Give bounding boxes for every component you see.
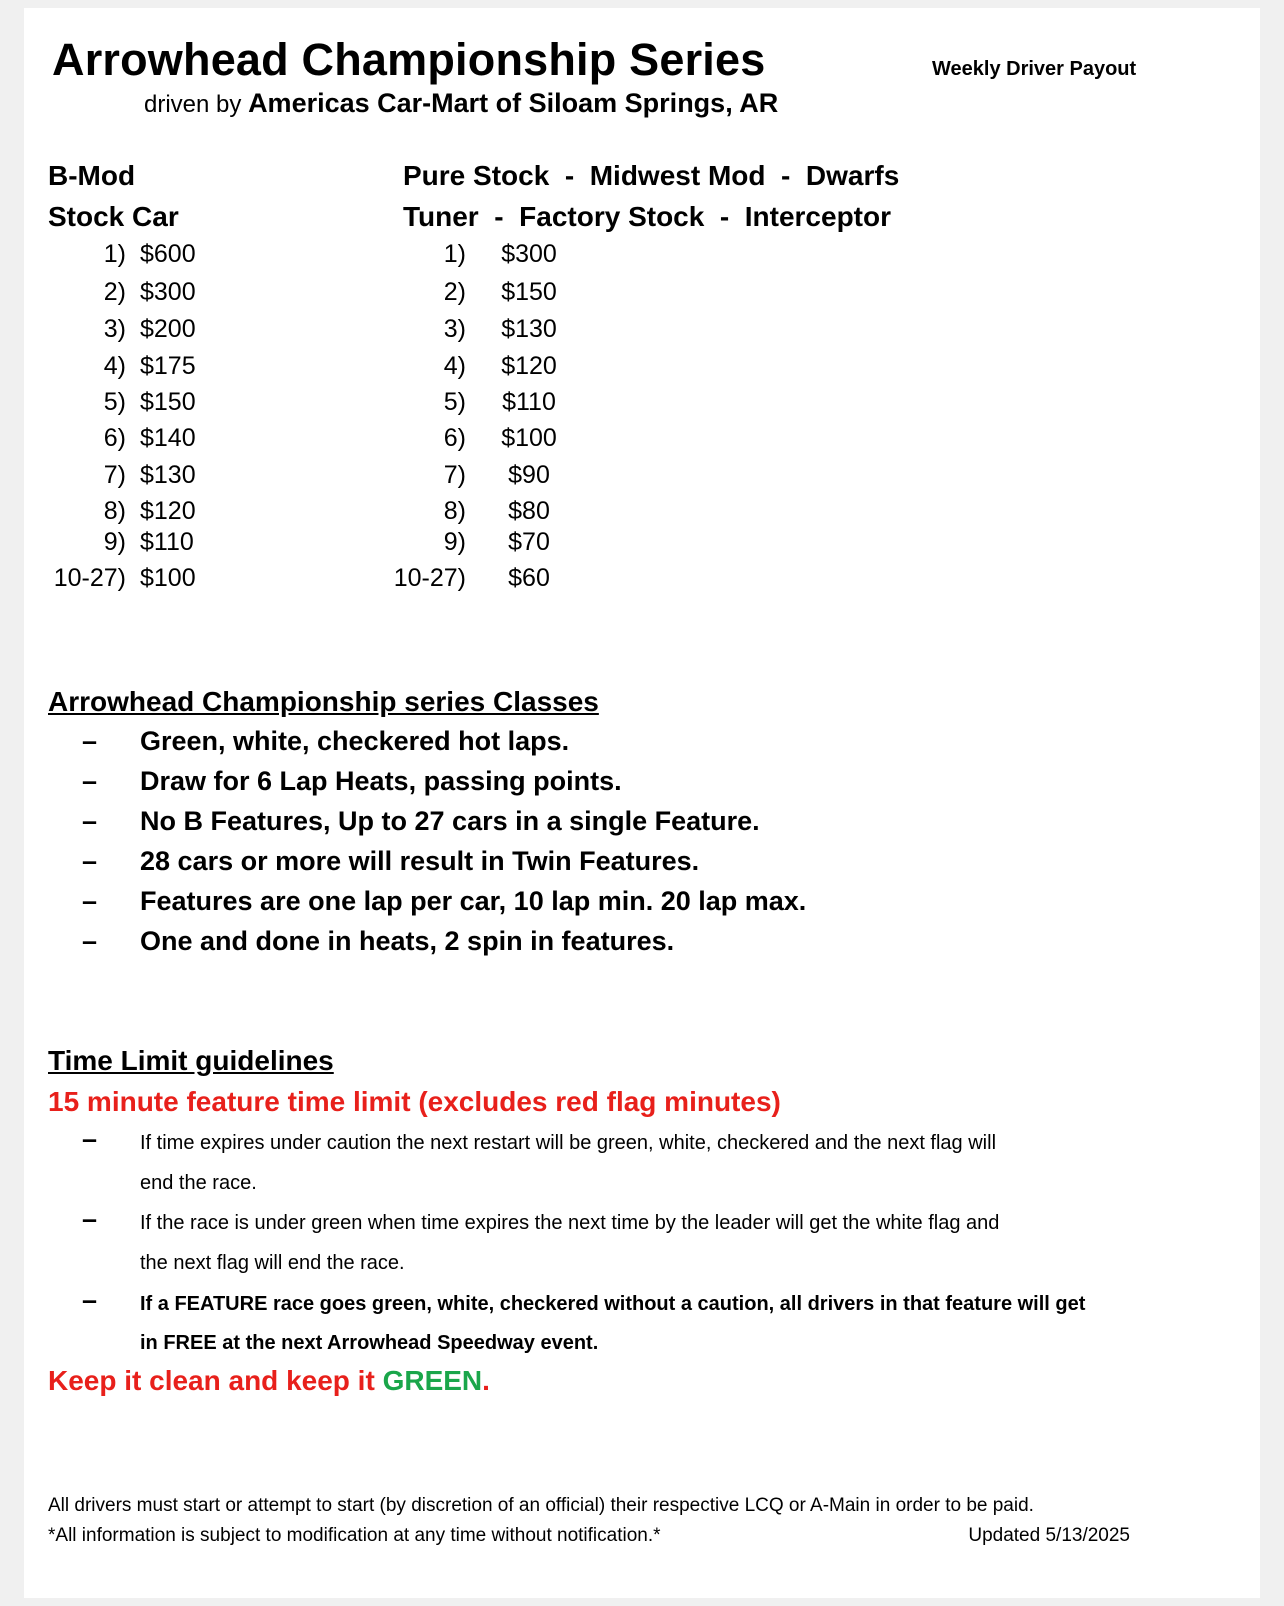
left-place: 9) xyxy=(103,528,126,556)
left-place: 5) xyxy=(103,388,126,416)
rule-item: Features are one lap per car, 10 lap min. 20 lap max. xyxy=(140,886,807,916)
time-rule-line: If the race is under green when time expires the next time by the leader will get the white flag and xyxy=(140,1212,1000,1234)
sponsor-name: Americas Car-Mart of Siloam Springs, AR xyxy=(248,88,779,118)
rule-dash: – xyxy=(82,926,98,956)
rule-dash: – xyxy=(82,1204,98,1234)
right-amount: $300 xyxy=(501,240,557,268)
right-place: 6) xyxy=(443,424,466,452)
updated-date: Updated 5/13/2025 xyxy=(968,1525,1130,1546)
footer-line-1: All drivers must start or attempt to start (by discretion of an official) their respective LCQ or A-Main in order to be paid. xyxy=(48,1495,1034,1516)
slogan-end: . xyxy=(482,1365,490,1396)
right-amount: $80 xyxy=(508,497,550,525)
time-rule-line: If time expires under caution the next restart will be green, white, checkered and the next flag will xyxy=(140,1132,997,1154)
time-limit-heading: Time Limit guidelines xyxy=(48,1045,334,1076)
right-amount: $110 xyxy=(502,388,556,416)
time-limit-red-line: 15 minute feature time limit (excludes red flag minutes) xyxy=(48,1086,781,1117)
left-class-line-2: Stock Car xyxy=(48,201,179,232)
footer-line-2: *All information is subject to modification at any time without notification.* xyxy=(48,1525,661,1546)
slogan xyxy=(48,1365,490,1397)
left-place: 4) xyxy=(103,352,126,380)
rule-item: 28 cars or more will result in Twin Features. xyxy=(140,846,700,876)
right-amount: $60 xyxy=(508,564,550,592)
document-title: Arrowhead Championship Series xyxy=(52,34,766,85)
right-place: 9) xyxy=(443,528,466,556)
left-amount: $130 xyxy=(140,461,196,489)
right-place: 7) xyxy=(443,461,466,489)
right-class-line-1: Pure Stock - Midwest Mod - Dwarfs xyxy=(403,160,900,191)
right-amount: $100 xyxy=(501,424,557,452)
left-place: 10-27) xyxy=(53,564,126,592)
rule-dash: – xyxy=(82,1124,98,1154)
left-place: 8) xyxy=(103,497,126,525)
left-amount: $600 xyxy=(140,240,196,268)
right-amount: $130 xyxy=(501,315,557,343)
left-amount: $150 xyxy=(140,388,196,416)
left-amount: $110 xyxy=(140,528,194,556)
weekly-payout-label: Weekly Driver Payout xyxy=(932,58,1137,80)
right-place: 1) xyxy=(443,240,466,268)
left-place: 1) xyxy=(103,240,126,268)
left-amount: $100 xyxy=(140,564,196,592)
time-rule-line: If a FEATURE race goes green, white, checkered without a caution, all drivers in that feature will get xyxy=(140,1293,1086,1315)
rule-dash: – xyxy=(82,1285,98,1315)
left-amount: $300 xyxy=(140,278,196,306)
left-place: 6) xyxy=(103,424,126,452)
slogan-red-text: Keep it clean and keep it xyxy=(48,1365,383,1396)
rule-dash: – xyxy=(82,806,98,836)
left-amount: $175 xyxy=(140,352,196,380)
payout-document xyxy=(24,8,1260,1598)
right-place: 5) xyxy=(443,388,466,416)
right-amount: $70 xyxy=(508,528,550,556)
right-class-line-2: Tuner - Factory Stock - Interceptor xyxy=(403,201,892,232)
right-amount: $120 xyxy=(501,352,557,380)
left-amount: $140 xyxy=(140,424,196,452)
sponsor-line xyxy=(144,88,778,119)
driven-by-prefix: driven by xyxy=(144,91,242,118)
right-place: 2) xyxy=(443,278,466,306)
left-amount: $120 xyxy=(140,497,196,525)
rule-item: Draw for 6 Lap Heats, passing points. xyxy=(140,766,622,796)
slogan-green-word: GREEN xyxy=(382,1365,483,1396)
right-place: 3) xyxy=(443,315,466,343)
left-amount: $200 xyxy=(140,315,196,343)
time-rule-line: the next flag will end the race. xyxy=(140,1252,405,1274)
right-place: 8) xyxy=(443,497,466,525)
rule-dash: – xyxy=(82,886,98,916)
rule-item: Green, white, checkered hot laps. xyxy=(140,726,570,756)
time-rule-line: in FREE at the next Arrowhead Speedway event. xyxy=(140,1332,599,1354)
rule-item: No B Features, Up to 27 cars in a single Feature. xyxy=(140,806,760,836)
right-place: 4) xyxy=(443,352,466,380)
left-place: 3) xyxy=(103,315,126,343)
rule-dash: – xyxy=(82,766,98,796)
rule-dash: – xyxy=(82,726,98,756)
rule-dash: – xyxy=(82,846,98,876)
left-place: 2) xyxy=(103,278,126,306)
right-place: 10-27) xyxy=(393,564,466,592)
classes-heading: Arrowhead Championship series Classes xyxy=(48,686,599,717)
time-rule-line: end the race. xyxy=(140,1172,257,1194)
right-amount: $90 xyxy=(508,461,550,489)
left-place: 7) xyxy=(103,461,126,489)
rule-item: One and done in heats, 2 spin in features. xyxy=(140,926,675,956)
left-class-line-1: B-Mod xyxy=(48,160,136,191)
right-amount: $150 xyxy=(501,278,557,306)
